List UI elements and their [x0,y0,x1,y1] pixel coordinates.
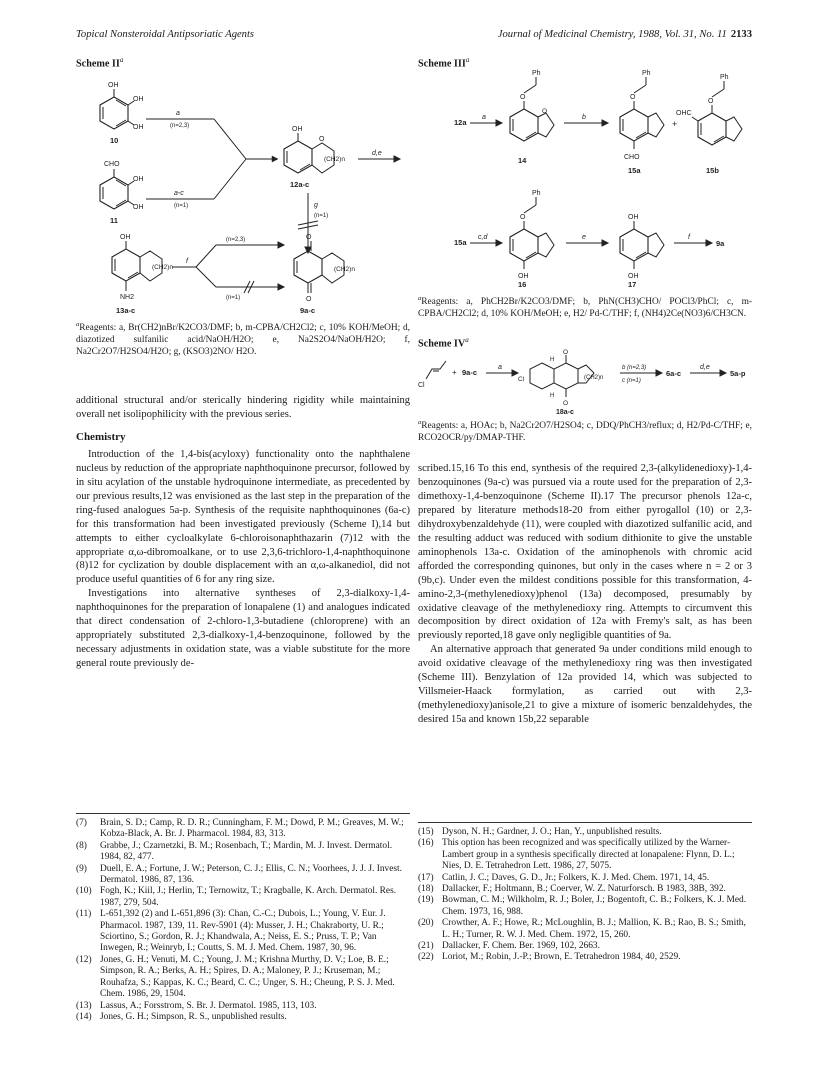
s4-o2: O [563,400,569,408]
left-footnote-rule [76,813,410,814]
s3-step-a: a [482,114,486,122]
reference-item [418,941,752,952]
right-paragraph-1: scribed.15,16 To this end, synthesis of the required 2,3-(alkylidenedioxy)-1,4-benzoquinones (9a-c) was pursued via a route used for the preparation of 2,3-dimethoxy-1,4-benzoquinone (Scheme II).17 The precursor phenols 12a-c, prepared by literature methods18-20 from either pyrogallol (10) or 2,3-dihydroxybenzaldehyde (11), were coupled with diazotized sulfanilic acid, and the resulting adduct was reduced with sodium dithionite to give the unstable aminophenols 13a-c. Oxidation of the aminophenols with chromic acid afforded the corresponding quinones, but only in the cases where n = 2 or 3 (9b,c). Under even the mildest conditions possible for this transformation, 4-amino-2,3-(methylenedioxy)phenol (13a) decomposed, presumably by oxidative cleavage of the methylenedioxy ring. Attempts to circumvent this decomposition by direct oxidation of 12a with Fremy's salt, as has been previously reported,18 gave only negligible quantities of 9a. [418,463,752,642]
c12-chain: (CH2)n [324,156,345,164]
compound-15a-structure [620,77,664,149]
compound-12-structure [284,133,334,173]
running-title: Topical Nonsteroidal Antipsoriatic Agents [76,29,255,40]
reference-text: Jones, G. H.; Venuti, M. C.; Young, J. M.; Krishna Murthy, D. V.; Loe, B. E.; Simpson, R. A.; Berks, A. H.; Spires, D. A.; Maloney, P. J.; Kruseman, M.; Rouhafza, S.; Kappas, K. C.; Beard, C. C.; Unger, S. H.; Cheung, P. S. J. Med. Chem. 1986, 29, 1504. [100,954,395,1000]
c9-o1: O [306,234,312,242]
scheme-3-diagram [418,69,752,289]
reference-text: Bowman, C. M.; Wilkholm, R. J.; Boler, J.; Bogentoft, C. B.; Folkers, K. J. Med. Chem. 1973, 16, 988. [442,895,747,917]
c13-label: 13a-c [116,306,136,316]
compound-14-structure [510,77,554,141]
c11-oh2: OH [133,204,144,212]
c15a-start: 15a [454,238,467,248]
c15a-ph: Ph [642,70,651,78]
intro-paragraph: additional structural and/or sterically hindering rigidity while maintaining overall net isolipophilicity with the previous series. [76,395,410,420]
reference-text: Catlin, J. C.; Daves, G. D., Jr.; Folkers, K. J. Med. Chem. 1971, 14, 45. [442,872,710,883]
reference-number: (10) [76,886,92,897]
step-a: a [176,110,180,118]
reference-number: (17) [418,872,434,883]
s3-step-cd: c,d [478,234,488,242]
reference-text: Loriot, M.; Robin, J.-P.; Brown, E. Tetrahedron 1984, 40, 2529. [442,952,681,963]
reference-number: (12) [76,954,92,965]
reference-item [76,841,410,864]
reference-number: (16) [418,838,434,849]
step-f-n1: (n=1) [226,295,241,302]
reference-number: (8) [76,840,87,851]
s4-18ac: 18a-c [556,409,574,416]
step-ac: a-c [174,190,184,198]
reference-text: Jones, G. H.; Simpson, R. S., unpublished results. [100,1011,287,1022]
c16-ph: Ph [532,190,541,198]
scheme-3 [418,56,752,321]
scheme-2-diagram [76,69,410,317]
chemistry-paragraph-1: Introduction of the 1,4-bis(acyloxy) functionality onto the naphthalene nucleus by reduction of the appropriate naphthoquinone precursor, followed by in situ acylation of the unstable hydroquinone intermediate, as precedented by our previous results,12 was envisioned as the last step in the preparation of the ring-fused analogues 5a-p. Synthesis of the requisite naphthoquinones (6a-c) for this transformation had been investigated previously (Scheme I),14 but attempts to either cycloalkylate 6-chloroisonaphthazarin (7)12 with the appropriate α,ω-dibromoalkane, or to use 2,3,6-trichloro-1,4-naphthoquinone (8)12 for cyclization by double displacement with an α,ω-alkanediol, did not produce useful quantities of 6 for any ring size. [76,448,410,586]
right-paragraph-2: An alternative approach that generated 9a under conditions mild enough to avoid oxidative cleavage of the methylenedioxy ring was then investigated (Scheme III). Benzylation of 12a provided 14, which was subjected to Villsmeier-Haack formylation, as carried out with 2,3-(methylenedioxy)anisole,21 to give a mixture of isomeric benzaldehydes, the desired 15a and known 15b,22 separable [418,644,752,726]
c13-nh2: NH2 [120,294,135,302]
reference-text: Lassus, A.; Forsstrom, S. Br. J. Dermatol. 1985, 113, 103. [100,1000,317,1011]
s4-plus: + [452,368,457,378]
c15b-o: O [708,98,714,106]
compound-10-structure [100,89,134,129]
reference-number: (15) [418,827,434,837]
scheme-2-title: Scheme $II^a$ [76,56,124,70]
s3-step-f: f [688,234,690,242]
compound-15b-structure [692,81,742,145]
journal-header [498,29,752,40]
c10-oh1: OH [108,82,119,90]
s4-step-de: d,e [700,364,710,372]
step-a-n23: (n=2,3) [170,123,190,130]
c16-label: 16 [518,280,527,290]
c9a-product: 9a [716,239,725,249]
reference-text: This option has been recognized and was specifically utilized by the Warner-Lambert group in a synthesis specifically directed at lonapalene: Flynn, D. L.; Nies, D. E. Tetrahedron Lett. 1986, 27, 5075. [442,838,735,872]
compound-16-structure [510,197,554,269]
step-g-n1: (n=1) [314,213,329,220]
s4-h1: H [550,357,555,364]
s4-o1: O [563,349,569,357]
step-g: g [314,202,318,210]
reference-text: Brain, S. D.; Camp, R. D. R.; Cunningham, F. M.; Dowd, P. M.; Greaves, M. W.; Kobza-Black, A. Br. J. Pharmacol. 1984, 83, 313. [100,818,404,840]
reference-number: (18) [418,884,434,895]
c11-label: 11 [110,216,118,226]
c14-o: O [520,94,526,102]
reference-number: (7) [76,818,87,828]
scheme-3-title: Scheme III$^a$ [418,56,470,70]
right-footnote-rule [418,822,752,823]
compound-17-structure [620,221,664,269]
reference-text: Dyson, N. H.; Gardner, J. O.; Han, Y., unpublished results. [442,827,662,837]
plus-sign: + [672,119,678,130]
c15b-ohc: OHC [676,110,692,118]
reference-item [76,1001,410,1012]
c16-oh: OH [518,273,529,281]
s4-step-c: c (n=1) [622,378,641,385]
c14-ph: Ph [532,70,541,78]
right-body [418,462,752,727]
reference-number: (9) [76,863,87,874]
reference-text: Duell, E. A.; Fortune, J. W.; Peterson, C. J.; Ellis, C. N.; Voorhees, J. J. J. Invest. Dermatol. 1986, 87, 136. [100,863,403,886]
cl-label: Cl [418,382,425,390]
c13-oh: OH [120,234,131,242]
s4-step-a: a [498,364,502,372]
reference-text: Grabbe, J.; Czarnetzki, B. M.; Rosenbach, T.; Mardin, M. J. Invest. Dermatol. 1984, 82, 477. [100,840,393,863]
reference-item [418,884,752,895]
reference-number: (20) [418,918,434,929]
references-right [418,827,752,964]
s3-step-b: b [582,114,586,122]
reference-number: (22) [418,952,434,963]
step-f: f [186,258,188,266]
c15a-o: O [630,94,636,102]
s4-step-b: b (n=2,3) [622,365,647,372]
s3-step-e: e [582,234,586,242]
c9-label: 9a-c [300,306,316,316]
reference-number: (11) [76,909,92,920]
step-ac-n1: (n=1) [174,203,189,210]
s4-cl2: Cl [518,376,525,384]
c12a-start: 12a [454,118,467,128]
chemistry-paragraph-2: Investigations into alternative syntheses of 2,3-dialkoxy-1,4-naphthoquinones for the preparation of lonapalene (1) and analogues indicated that direct condensation of 2-chloro-1,3-butadiene (chloroprene) with an appropriately substituted 2,3-dialkoxy-1,4-benzoquinone, followed by the necessary adjustments in oxidation state, was a viable substitute for the more general route previously de- [76,588,410,670]
c17-label: 17 [628,280,637,290]
s4-9ac: 9a-c [462,368,478,378]
c14-o2: O [542,108,548,116]
step-f-n23: (n=2,3) [226,237,246,244]
reference-number: (14) [76,1011,92,1022]
reference-number: (21) [418,941,434,952]
reference-item [76,886,410,909]
reference-number: (13) [76,1000,92,1011]
c15a-cho: CHO [624,154,640,162]
reference-item [76,1012,410,1023]
c12-label: 12a-c [290,180,310,190]
reference-text: Dallacker, F. Chem. Ber. 1969, 102, 2663. [442,941,600,952]
reference-text: Fogh, K.; Kiil, J.; Herlin, T.; Ternowitz, T.; Kragballe, K. Arch. Dermatol. Res. 1987, 279, 504. [100,886,397,908]
references-left [76,818,410,1023]
reference-item [418,827,752,838]
reference-item [418,952,752,963]
scheme-4-caption: $^a$Reagents: a, HOAc; b, Na2Cr2O7/H2SO4; c, DDQ/PhCH3/reflux; d, H2/Pd-C/THF; e, RCO2OCR/py/DMAP-THF. [418,419,752,444]
c16-o: O [520,214,526,222]
c9-chain: (CH2)n [334,266,355,274]
scheme-3-caption: $^a$Reagents: a, PhCH2Br/K2CO3/DMF; b, PhN(CH3)CHO/ POCl3/PhCl; c, m-CPBA/CH2Cl2; d, 10% KOH/MeOH; e, H2/ Pd-C/THF; f, (NH4)2Ce(NO3)6/CH3CN. [418,295,752,320]
c15a-label: 15a [628,166,641,176]
journal-citation: Journal of Medicinal Chemistry, 1988, Vol. 31, No. 11 [497,29,727,40]
c17-oh2: OH [628,273,639,281]
reference-number: (19) [418,895,434,906]
reference-item [418,918,752,941]
reference-item [76,864,410,887]
c10-oh2: OH [133,96,144,104]
c12-o1: O [319,136,325,144]
reference-text: Dallacker, F.; Holtmann, B.; Coerver, W. Z. Naturforsch. B 1983, 38B, 392. [442,884,726,895]
s4-5ap: 5a-p [730,369,746,379]
left-body [76,394,410,671]
scheme-4-diagram [418,349,752,415]
reference-item [76,909,410,955]
c10-label: 10 [110,136,119,146]
step-de: d,e [372,150,382,158]
c10-oh3: OH [133,124,144,132]
compound-11-structure [100,169,134,209]
reference-item [76,955,410,1001]
scheme-2-caption: $^a$Reagents: a, Br(CH2)nBr/K2CO3/DMF; b, m-CPBA/CH2Cl2; c, 10% KOH/MeOH; d, diazotized sulfanilic acid/NaOH/H2O; e, Na2S2O4/NaOH/H2O; f, Na2Cr2O7/H2SO4/H2O; g, (KSO3)2NO/ H2O. [76,321,410,357]
reference-item [418,838,752,872]
scheme-4-title: Scheme $IV^a$ [418,336,469,350]
reference-text: L-651,392 (2) and L-651,896 (3): Chan, C.-C.; Dubois, L.; Young, V. Eur. J. Pharmacol. 1987, 139, 11. Rev-5901 (4): Musser, J. H.; Chakraborty, U. R.; Sciortino, S.; Gordon, R. J.; Khandwala, A.; Neiss, E. S.; Pruss, T. P.; Van Inwegen, R.; Weinryb, I.; Coutts, S. M. J. Med. Chem. 1987, 30, 96. [100,909,386,954]
reference-text: Crowther, A. F.; Howe, R.; McLoughlin, B. J.; Mallion, K. B.; Rao, B. S.; Smith, L. H.; Turner, R. W. J. Med. Chem. 1972, 15, 260. [442,918,746,940]
c9-o2: O [306,296,312,304]
reference-item [418,873,752,884]
scheme-4 [418,336,752,445]
s4-6ac: 6a-c [666,369,682,379]
reference-item [418,895,752,918]
c15b-label: 15b [706,166,719,176]
c11-cho: CHO [104,161,120,169]
section-heading-chemistry: Chemistry [76,430,126,443]
s4-chain: (CH2)n [584,375,604,382]
c12-oh: OH [292,126,303,134]
c14-label: 14 [518,156,527,166]
c11-oh1: OH [133,176,144,184]
c17-oh1: OH [628,214,639,222]
reference-item [76,818,410,841]
c15b-ph: Ph [720,74,729,82]
c13-chain: (CH2)n [152,264,173,272]
s4-h2: H [550,393,555,400]
scheme-2 [76,56,410,359]
page-number: 2133 [730,29,752,40]
